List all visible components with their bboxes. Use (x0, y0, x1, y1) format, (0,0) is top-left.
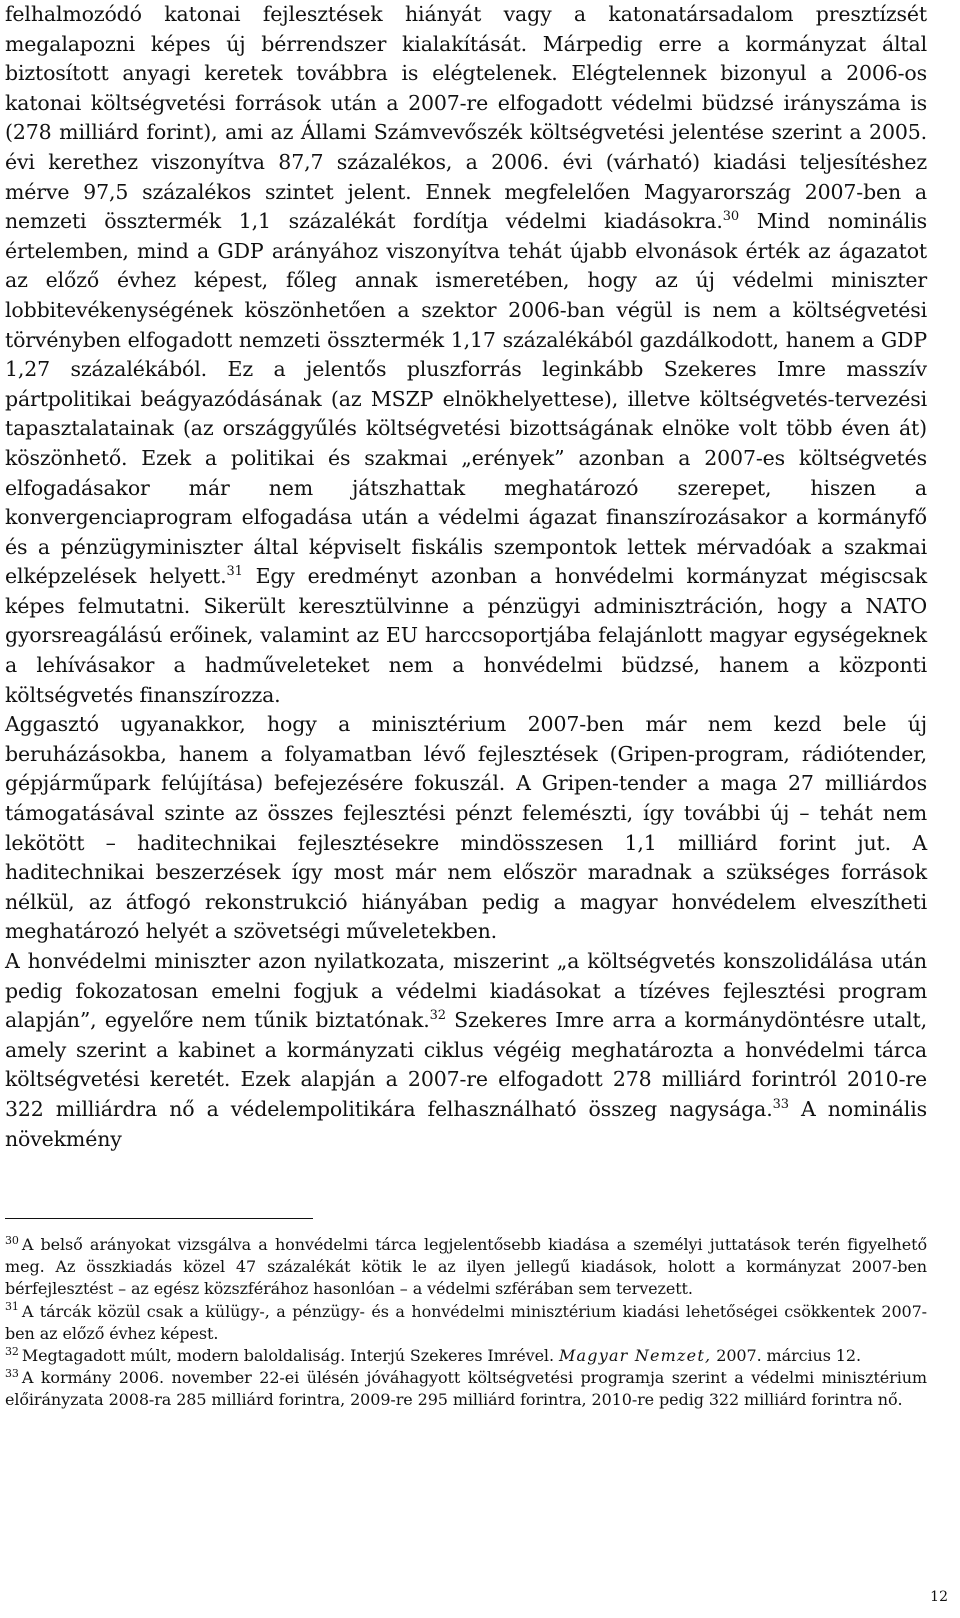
footnote-31 (5, 1301, 927, 1345)
footnote-separator (5, 1218, 313, 1219)
footnotes (5, 1234, 927, 1412)
footnote-source-title: Magyar Nemzet, (558, 1346, 712, 1366)
footnote-text: A tárcák közül csak a külügy-, a pénzügy- és a honvédelmi minisztérium kiadási lehetőségei csökkentek 2007-ben az előző évhez képest. (5, 1301, 927, 1343)
footnote-33 (5, 1367, 927, 1411)
footnote-text: A belső arányokat vizsgálva a honvédelmi tárca legjelentősebb kiadása a személyi juttatások terén figyelhető meg. Az összkiadás közel 47 százalékát kötik le az ilyen jellegű kiadások, holott a kormányzat 2007-ben bérfejlesztést – az egész közszférához hasonlóan – a védelmi szférában sem tervezett. (5, 1235, 927, 1299)
body-text (5, 0, 927, 1154)
footnote-32 (5, 1345, 927, 1367)
footnote-number: 31 (5, 1300, 19, 1314)
footnote-30 (5, 1234, 927, 1301)
footnote-ref-30[interactable]: 30 (722, 209, 739, 225)
footnote-text: A kormány 2006. november 22-ei ülésén jóváhagyott költségvetési programja szerint a védelmi minisztérium előirányzata 2008-ra 285 milliárd forintra, 2009-re 295 milliárd forintra, 2010-re pedig 322 milliárd forintra nő. (5, 1368, 927, 1410)
footnote-text-after: 2007. március 12. (711, 1346, 861, 1366)
paragraph-3-part-a: A honvédelmi miniszter azon nyilatkozata, miszerint „a költségvetés konszolidálása után pedig fokozatosan emelni fogjuk a védelmi kiadásokat a tízéves fejlesztési program alapján”, egyelőre nem tűnik biztatónak. (5, 949, 927, 1033)
footnote-ref-31[interactable]: 31 (226, 564, 243, 580)
footnote-ref-32[interactable]: 32 (429, 1008, 446, 1024)
paragraph-1-part-a: felhalmozódó katonai fejlesztések hiányát vagy a katonatársadalom presztízsét megalapozni képes új bérrendszer kialakítását. Márpedig erre a kormányzat által biztosított anyagi keretek továbbra is elégtelenek. Elégtelennek bizonyul a 2006-os katonai költségvetési források után a 2007-re elfogadott védelmi büdzsé irányszáma is (278 milliárd forint), ami az Állami Számvevőszék költségvetési jelentése szerint a 2005. évi kerethez viszonyítva 87,7 százalékos, a 2006. évi (várható) kiadási teljesítéshez mérve 97,5 százalékos szintet jelent. Ennek megfelelően Magyarország 2007-ben a nemzeti össztermék 1,1 százalékát fordítja védelmi kiadásokra. (5, 2, 927, 234)
paragraph-2: Aggasztó ugyanakkor, hogy a minisztérium 2007-ben már nem kezd bele új beruházásokba, hanem a folyamatban lévő fejlesztések (Gripen-program, rádiótender, gépjárműpark felújítása) befejezésére fokuszál. A Gripen-tender a maga 27 milliárdos támogatásával szinte az összes fejlesztési pénzt felemészti, így további új – tehát nem lekötött – haditechnikai fejlesztésekre mindösszesen 1,1 milliárd forint jut. A haditechnikai beszerzések így most már nem először maradnak a szükséges források nélkül, az átfogó rekonstrukció hiányában pedig a magyar honvédelem elveszítheti meghatározó helyét a szövetségi műveletekben. (5, 712, 927, 944)
paragraph-1-part-b: Mind nominális értelemben, mind a GDP arányához viszonyítva tehát újabb elvonások érték az ágazatot az előző évhez képest, főleg annak ismeretében, hogy az új védelmi miniszter lobbitevékenységének köszönhetően a szektor 2006-ban végül is nem a költségvetési törvényben elfogadott nemzeti össztermék 1,17 százalékából gazdálkodott, hanem a GDP 1,27 százalékából. Ez a jelentős pluszforrás leginkább Szekeres Imre masszív pártpolitikai beágyazódásának (az MSZP elnökhelyettese), illetve költségvetés-tervezési tapasztalatainak (az országgyűlés költségvetési bizottságának elnöke volt több éven át) köszönhető. Ezek a politikai és szakmai „erények” azonban a 2007-es költségvetés elfogadásakor már nem játszhattak meghatározó szerepet, hiszen a konvergenciaprogram elfogadása után a védelmi ágazat finanszírozásakor a kormányfő és a pénzügyminiszter által képviselt fiskális szempontok lettek mérvadóak a szakmai elképzelések helyett. (5, 209, 927, 589)
footnote-number: 33 (5, 1366, 19, 1380)
footnote-text: Megtagadott múlt, modern baloldaliság. Interjú Szekeres Imrével. (21, 1346, 559, 1366)
footnote-number: 32 (5, 1344, 19, 1358)
paragraph-3-part-c: A nominális növekmény (5, 1096, 927, 1151)
paragraph-1 (5, 0, 927, 710)
footnote-number: 30 (5, 1233, 19, 1247)
paragraph-3-part-b: Szekeres Imre arra a kormánydöntésre utalt, amely szerint a kabinet a kormányzati ciklus végéig meghatározta a honvédelmi tárca költségvetési keretét. Ezek alapján a 2007-re elfogadott 278 milliárd forintról 2010-re 322 milliárdra nő a védelempolitikára felhasználható összeg nagysága. (5, 1008, 928, 1121)
paragraph-1-part-c: Egy eredményt azonban a honvédelmi kormányzat mégiscsak képes felmutatni. Sikerült keresztülvinne a pénzügyi adminisztráción, hogy a NATO gyorsreagálású erőinek, valamint az EU harccsoportjába felajánlott magyar egységeknek a lehívásakor a hadműveleteket nem a honvédelmi büdzsé, hanem a központi költségvetés finanszírozza. (5, 564, 927, 707)
paragraph-3 (5, 947, 927, 1154)
footnote-ref-33[interactable]: 33 (772, 1097, 789, 1113)
page-number: 12 (930, 1589, 948, 1605)
